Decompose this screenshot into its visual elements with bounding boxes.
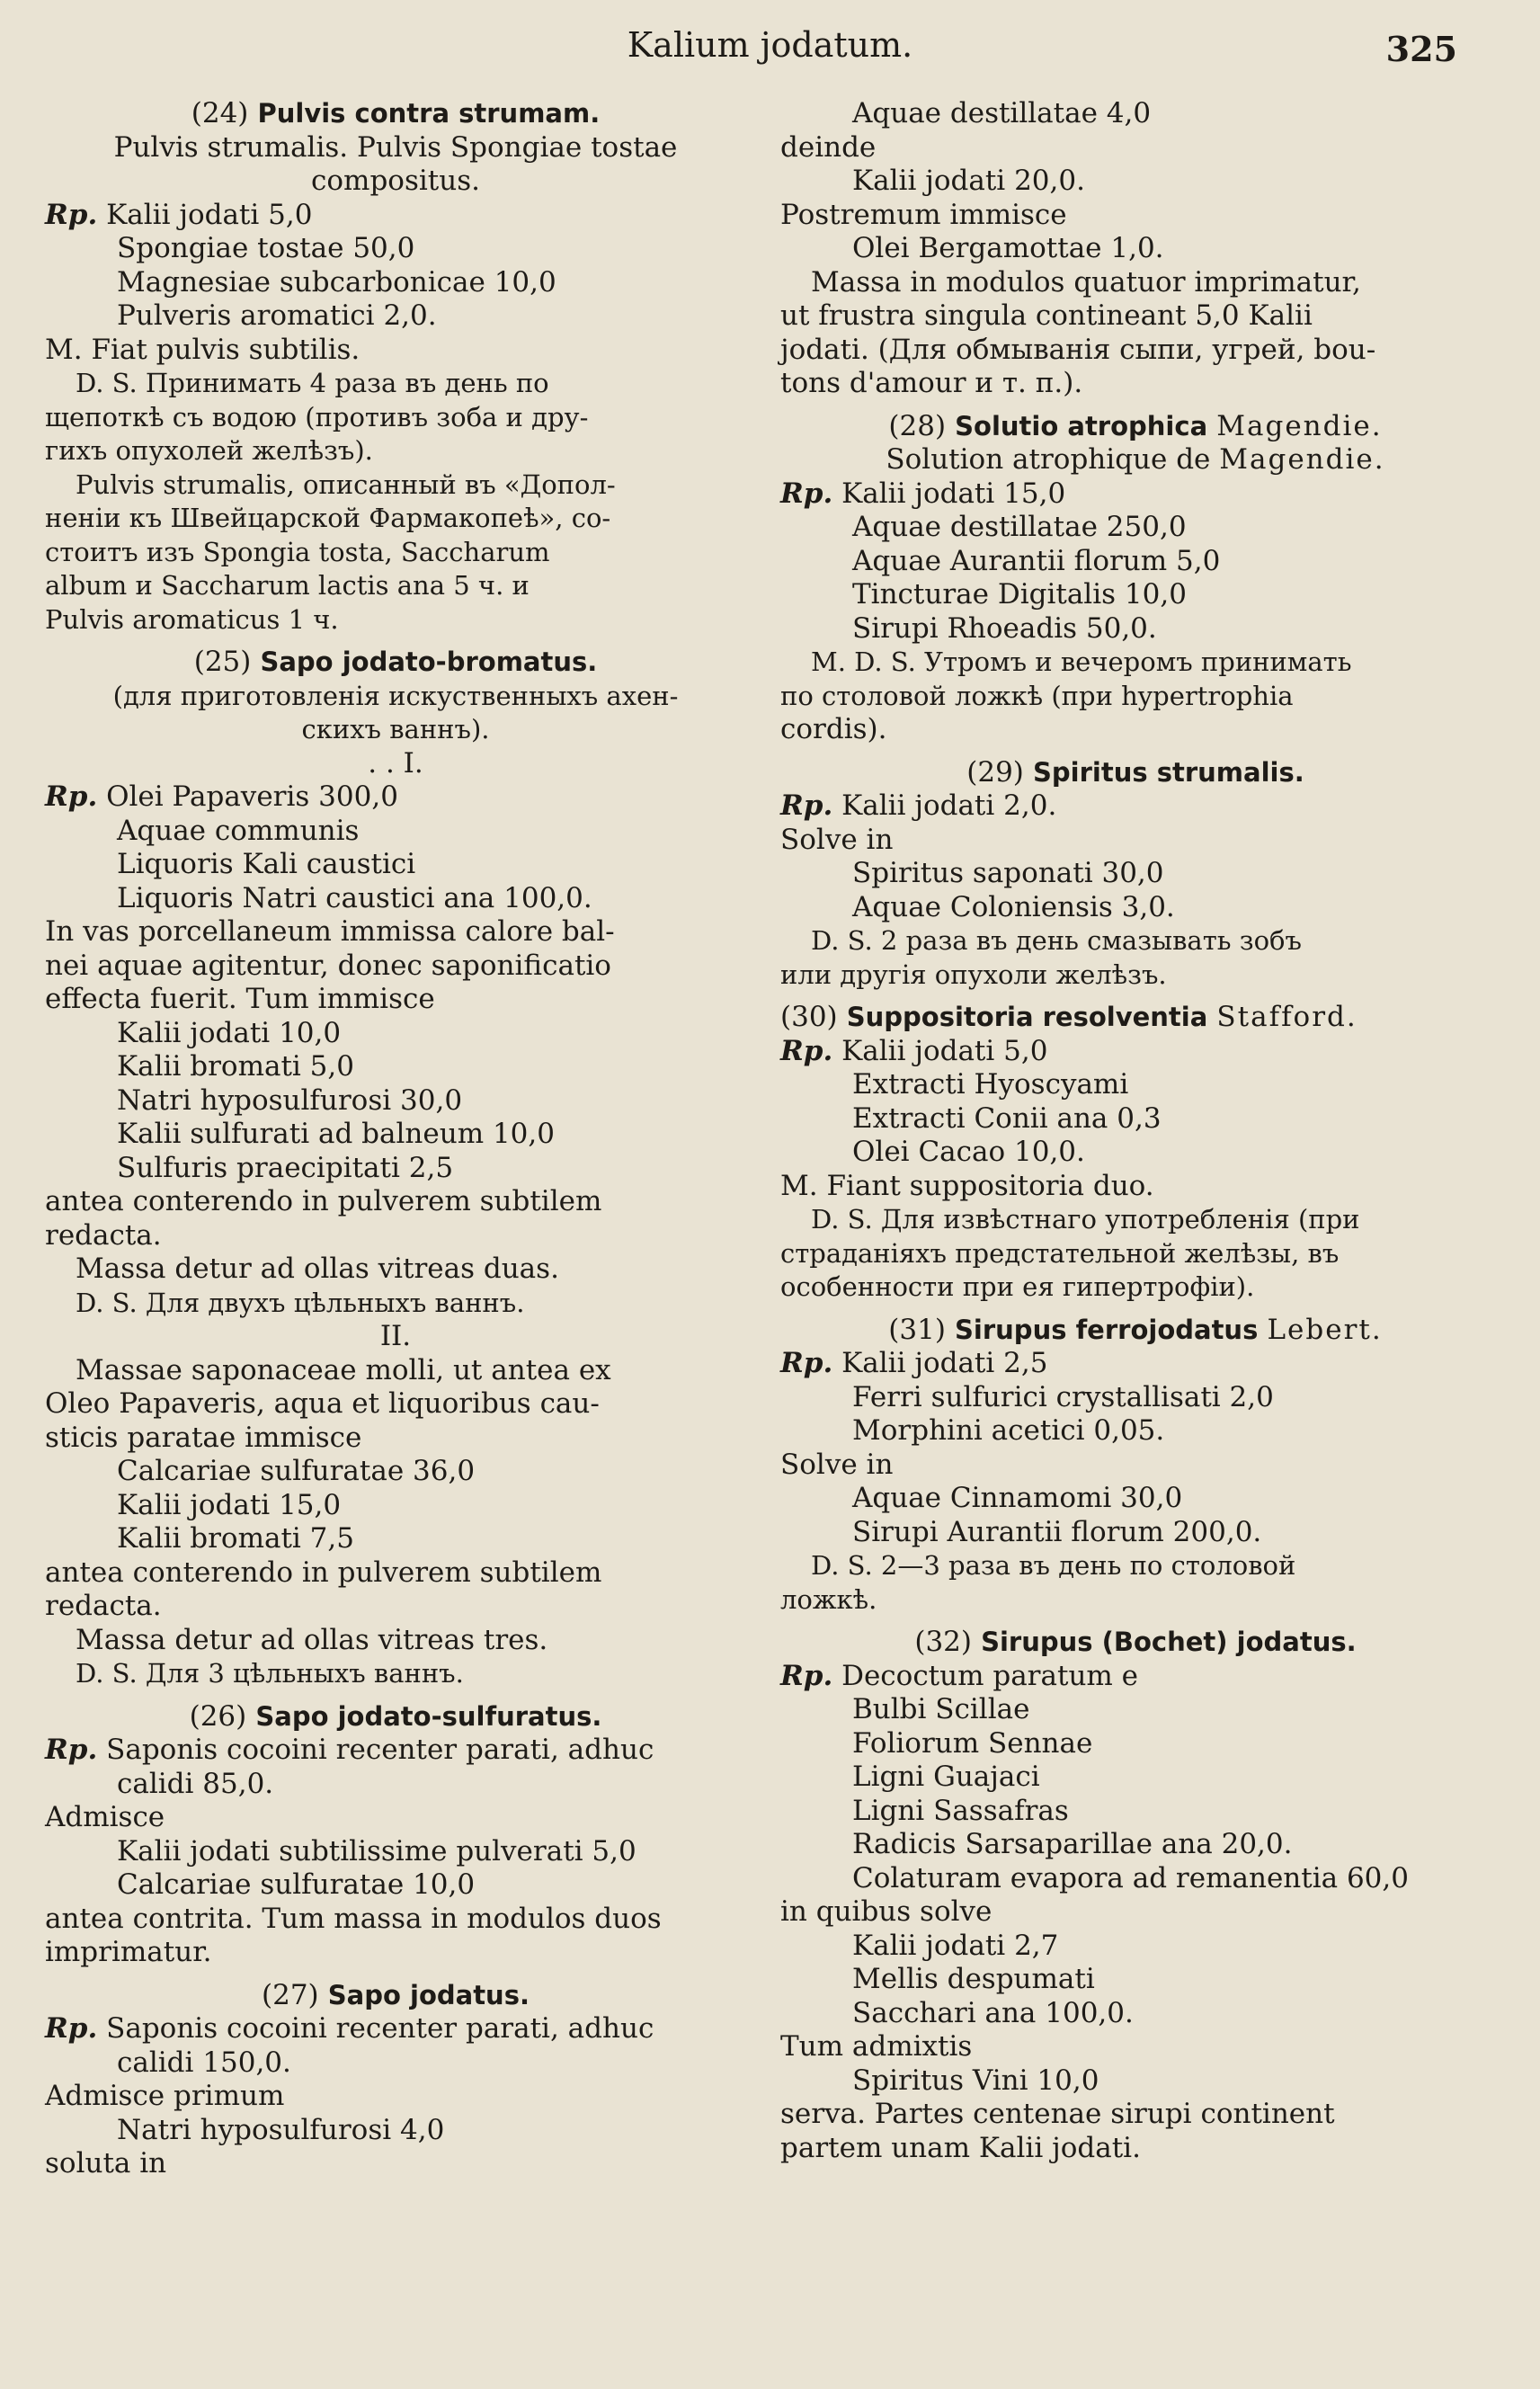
note-line: Pulvis aromaticus 1 ч. bbox=[45, 603, 339, 635]
instruction-line: Solve in bbox=[780, 1448, 894, 1481]
ingredient-line: Spongiae tostae 50,0 bbox=[117, 232, 415, 264]
instruction-line: или другія опухоли желѣзъ. bbox=[780, 958, 1167, 990]
note-line: Pulvis strumalis, описанный въ «Допол- bbox=[76, 468, 616, 500]
instruction-line: Massae saponaceae molli, ut antea ex bbox=[76, 1353, 611, 1386]
recipe-24-synonym: Pulvis strumalis. Pulvis Spongiae tostae bbox=[113, 130, 678, 164]
rp-mark: Rp. bbox=[780, 477, 833, 510]
ingredient-line: Morphini acetici 0,05. bbox=[852, 1414, 1165, 1447]
instruction-line: M. Fiat pulvis subtilis. bbox=[45, 333, 361, 366]
right-column bbox=[780, 97, 1491, 2165]
instruction-line: tons d'amour и т. п.). bbox=[780, 367, 1083, 399]
ingredient-line: Spiritus saponati 30,0 bbox=[852, 857, 1164, 889]
ingredient-line: Natri hyposulfurosi 4,0 bbox=[117, 2113, 445, 2146]
ingredient-line: calidi 85,0. bbox=[117, 1767, 274, 1800]
instruction-line: D. S. 2 раза въ день смазывать зобъ bbox=[811, 925, 1302, 956]
ingredient-line: Extracti Hyoscyami bbox=[852, 1068, 1129, 1101]
recipe-28-heading: (28) Solutio atrophica Magendie. bbox=[888, 409, 1383, 442]
instruction-line: Admisce primum bbox=[45, 2080, 285, 2112]
instruction-line: D. S. Для 3 цѣльныхъ ваннъ. bbox=[76, 1658, 464, 1689]
ingredient-line: Kalii bromati 5,0 bbox=[117, 1050, 354, 1083]
recipe-25-subtitle: скихъ ваннъ). bbox=[301, 714, 490, 744]
ingredient-line: Kalii jodati 2,5 bbox=[841, 1347, 1048, 1379]
ingredient-line: Olei Cacao 10,0. bbox=[852, 1136, 1085, 1168]
instruction-line: antea conterendo in pulverem subtilem bbox=[45, 1556, 602, 1589]
instruction-line: antea contrita. Tum massa in modulos duos bbox=[45, 1902, 662, 1935]
instruction-line: особенности при ея гипертрофіи). bbox=[780, 1271, 1255, 1302]
instruction-line: страданіяхъ предстательной желѣзы, въ bbox=[780, 1237, 1340, 1269]
rp-mark: Rp. bbox=[780, 789, 833, 822]
ingredient-line: Ligni Guajaci bbox=[852, 1761, 1040, 1793]
instruction-line: effecta fuerit. Tum immisce bbox=[45, 983, 435, 1015]
recipe-31-heading: (31) Sirupus ferrojodatus Lebert. bbox=[888, 1313, 1383, 1346]
instruction-line: Solve in bbox=[780, 823, 894, 856]
ingredient-line: Ferri sulfurici crystallisati 2,0 bbox=[852, 1380, 1274, 1413]
ingredient-line: Aquae Aurantii florum 5,0 bbox=[852, 544, 1221, 577]
ingredient-line: Aquae destillatae 250,0 bbox=[852, 511, 1187, 543]
recipe-25-subtitle: (для приготовленія искуственныхъ ахен- bbox=[112, 680, 679, 711]
instruction-line: imprimatur. bbox=[45, 1936, 212, 1968]
ingredient-line: calidi 150,0. bbox=[117, 2046, 291, 2079]
ingredient-line: Kalii jodati 20,0. bbox=[852, 165, 1085, 197]
ingredient-line: Mellis despumati bbox=[852, 1963, 1095, 1995]
ingredient-line: Ligni Sassafras bbox=[852, 1794, 1069, 1827]
instruction-line: In vas porcellaneum immissa calore bal- bbox=[45, 915, 615, 948]
instruction-line: D. S. Для двухъ цѣльныхъ ваннъ. bbox=[76, 1287, 525, 1318]
ingredient-line: Olei Bergamottae 1,0. bbox=[852, 232, 1164, 264]
ingredient-line: Kalii jodati 2,0. bbox=[841, 789, 1057, 822]
instruction-line: D. S. Для извѣстнаго употребленія (при bbox=[811, 1204, 1360, 1235]
ingredient-line: Aquae Coloniensis 3,0. bbox=[852, 890, 1175, 923]
ingredient-line: Radicis Sarsaparillae ana 20,0. bbox=[852, 1828, 1293, 1860]
rp-mark: Rp. bbox=[780, 1659, 833, 1692]
instruction-line: Oleo Papaveris, aqua et liquoribus cau- bbox=[45, 1387, 600, 1420]
instruction-line: Massa detur ad ollas vitreas duas. bbox=[76, 1252, 559, 1285]
instruction-line: по столовой ложкѣ (при hypertrophia bbox=[780, 680, 1294, 711]
ingredient-line: Liquoris Natri caustici ana 100,0. bbox=[117, 881, 592, 914]
recipe-24-heading: (24) Pulvis contra strumam. bbox=[191, 97, 601, 129]
note-line: неніи къ Швейцарской Фармакопеѣ», со- bbox=[45, 503, 611, 533]
ingredient-line: Kalii sulfurati ad balneum 10,0 bbox=[117, 1118, 555, 1150]
instruction-line: Postremum immisce bbox=[780, 198, 1067, 231]
ingredient-line: Kalii jodati subtilissime pulverati 5,0 bbox=[117, 1834, 636, 1868]
recipe-30-heading: (30) Suppositoria resolventia Stafford. bbox=[780, 1001, 1358, 1033]
instruction-line: redacta. bbox=[45, 1590, 162, 1622]
instruction-line: M. Fiant suppositoria duo. bbox=[780, 1169, 1154, 1202]
instruction-line: Tum admixtis bbox=[780, 2030, 973, 2063]
ingredient-line: Saponis cocoini recenter parati, adhuc bbox=[106, 2012, 654, 2045]
ingredient-line: Natri hyposulfurosi 30,0 bbox=[117, 1083, 463, 1117]
recipe-28-synonym: Solution atrophique de Magendie. bbox=[886, 443, 1385, 476]
instruction-line: Admisce bbox=[45, 1801, 165, 1833]
instruction-line: Massa in modulos quatuor imprimatur, bbox=[811, 265, 1361, 299]
note-line: стоитъ изъ Spongia tosta, Saccharum bbox=[45, 536, 550, 567]
instruction-line: ut frustra singula contineant 5,0 Kalii bbox=[780, 299, 1313, 332]
ingredient-line: Sirupi Rhoeadis 50,0. bbox=[852, 611, 1157, 645]
ingredient-line: Pulveris aromatici 2,0. bbox=[117, 299, 437, 332]
rp-mark: Rp. bbox=[45, 2012, 98, 2045]
instruction-line: ложкѣ. bbox=[780, 1583, 877, 1615]
rp-mark: Rp. bbox=[45, 780, 98, 813]
instruction-line: Colaturam evapora ad remanentia 60,0 bbox=[852, 1861, 1409, 1894]
instruction-line: in quibus solve bbox=[780, 1895, 993, 1928]
recipe-32-heading: (32) Sirupus (Bochet) jodatus. bbox=[914, 1626, 1357, 1658]
instruction-line: partem unam Kalii jodati. bbox=[780, 2131, 1141, 2164]
recipe-29-heading: (29) Spiritus strumalis. bbox=[966, 755, 1304, 789]
ingredient-line: Kalii jodati 5,0 bbox=[841, 1034, 1048, 1067]
rp-mark: Rp. bbox=[45, 1734, 98, 1766]
ingredient-line: Tincturae Digitalis 10,0 bbox=[852, 578, 1187, 611]
ingredient-line: Kalii jodati 10,0 bbox=[117, 1016, 342, 1049]
ingredient-line: Calcariae sulfuratae 10,0 bbox=[117, 1868, 476, 1901]
instruction-line: nei aquae agitentur, donec saponificatio bbox=[45, 949, 611, 982]
instruction-line: D. S. Принимать 4 раза въ день по bbox=[76, 368, 549, 398]
ingredient-line: Magnesiae subcarbonicae 10,0 bbox=[117, 265, 556, 299]
ingredient-line: Kalii jodati 2,7 bbox=[852, 1929, 1059, 1962]
instruction-line: Massa detur ad ollas vitreas tres. bbox=[76, 1623, 548, 1656]
recipe-25-heading: (25) Sapo jodato-bromatus. bbox=[193, 646, 598, 678]
instruction-line: sticis paratae immisce bbox=[45, 1421, 362, 1454]
instruction-line: D. S. 2—3 раза въ день по столовой bbox=[811, 1550, 1296, 1581]
left-column bbox=[45, 97, 746, 2181]
ingredient-line: Spiritus Vini 10,0 bbox=[852, 2064, 1099, 2097]
ingredient-line: Liquoris Kali caustici bbox=[117, 848, 416, 880]
ingredient-line: Extracti Conii ana 0,3 bbox=[852, 1101, 1162, 1135]
ingredient-line: Aquae destillatae 4,0 bbox=[852, 97, 1152, 129]
page-number: 325 bbox=[1385, 29, 1457, 69]
instruction-line: deinde bbox=[780, 130, 877, 164]
ingredient-line: Saponis cocoini recenter parati, adhuc bbox=[106, 1734, 654, 1766]
ingredient-line: Decoctum paratum e bbox=[841, 1659, 1138, 1692]
ingredient-line: Aquae communis bbox=[117, 814, 360, 847]
ingredient-line: Kalii jodati 15,0 bbox=[117, 1488, 342, 1521]
recipe-27-heading: (27) Sapo jodatus. bbox=[262, 1978, 530, 2011]
recipe-24-synonym: compositus. bbox=[311, 165, 480, 197]
ingredient-line: Foliorum Sennae bbox=[852, 1726, 1093, 1760]
instruction-line: гихъ опухолей желѣзъ). bbox=[45, 435, 373, 466]
recipe-26-heading: (26) Sapo jodato-sulfuratus. bbox=[189, 1699, 602, 1733]
instruction-line: serva. Partes centenae sirupi continent bbox=[780, 2098, 1335, 2130]
rp-mark: Rp. bbox=[780, 1347, 833, 1379]
ingredient-line: Kalii jodati 5,0 bbox=[106, 198, 313, 231]
instruction-line: jodati. (Для обмыванія сыпи, угрей, bou- bbox=[780, 333, 1376, 366]
instruction-line: M. D. S. Утромъ и вечеромъ принимать bbox=[811, 646, 1352, 677]
instruction-line: soluta in bbox=[45, 2147, 167, 2180]
instruction-line: щепоткѣ съ водою (противъ зоба и дру- bbox=[45, 401, 589, 432]
ingredient-line: Bulbi Scillae bbox=[852, 1693, 1030, 1725]
ingredient-line: Calcariae sulfuratae 36,0 bbox=[117, 1455, 476, 1487]
rp-mark: Rp. bbox=[780, 1034, 833, 1067]
ingredient-line: Aquae Cinnamomi 30,0 bbox=[852, 1482, 1183, 1514]
ingredient-line: Sirupi Aurantii florum 200,0. bbox=[852, 1515, 1262, 1548]
running-header bbox=[0, 20, 1540, 74]
ingredient-line: Sulfuris praecipitati 2,5 bbox=[117, 1151, 454, 1184]
instruction-line: cordis). bbox=[780, 713, 887, 745]
ingredient-line: Sacchari ana 100,0. bbox=[852, 1996, 1134, 2029]
ingredient-line: Kalii bromati 7,5 bbox=[117, 1522, 354, 1555]
rp-mark: Rp. bbox=[45, 198, 98, 231]
running-title: Kalium jodatum. bbox=[627, 25, 913, 65]
section-numeral: . . I. bbox=[368, 746, 423, 780]
ingredient-line: Kalii jodati 15,0 bbox=[841, 477, 1066, 510]
instruction-line: antea conterendo in pulverem subtilem bbox=[45, 1185, 602, 1217]
section-numeral: II. bbox=[379, 1320, 412, 1352]
note-line: album и Saccharum lactis ana 5 ч. и bbox=[45, 570, 530, 601]
ingredient-line: Olei Papaveris 300,0 bbox=[106, 780, 398, 813]
instruction-line: redacta. bbox=[45, 1218, 162, 1252]
